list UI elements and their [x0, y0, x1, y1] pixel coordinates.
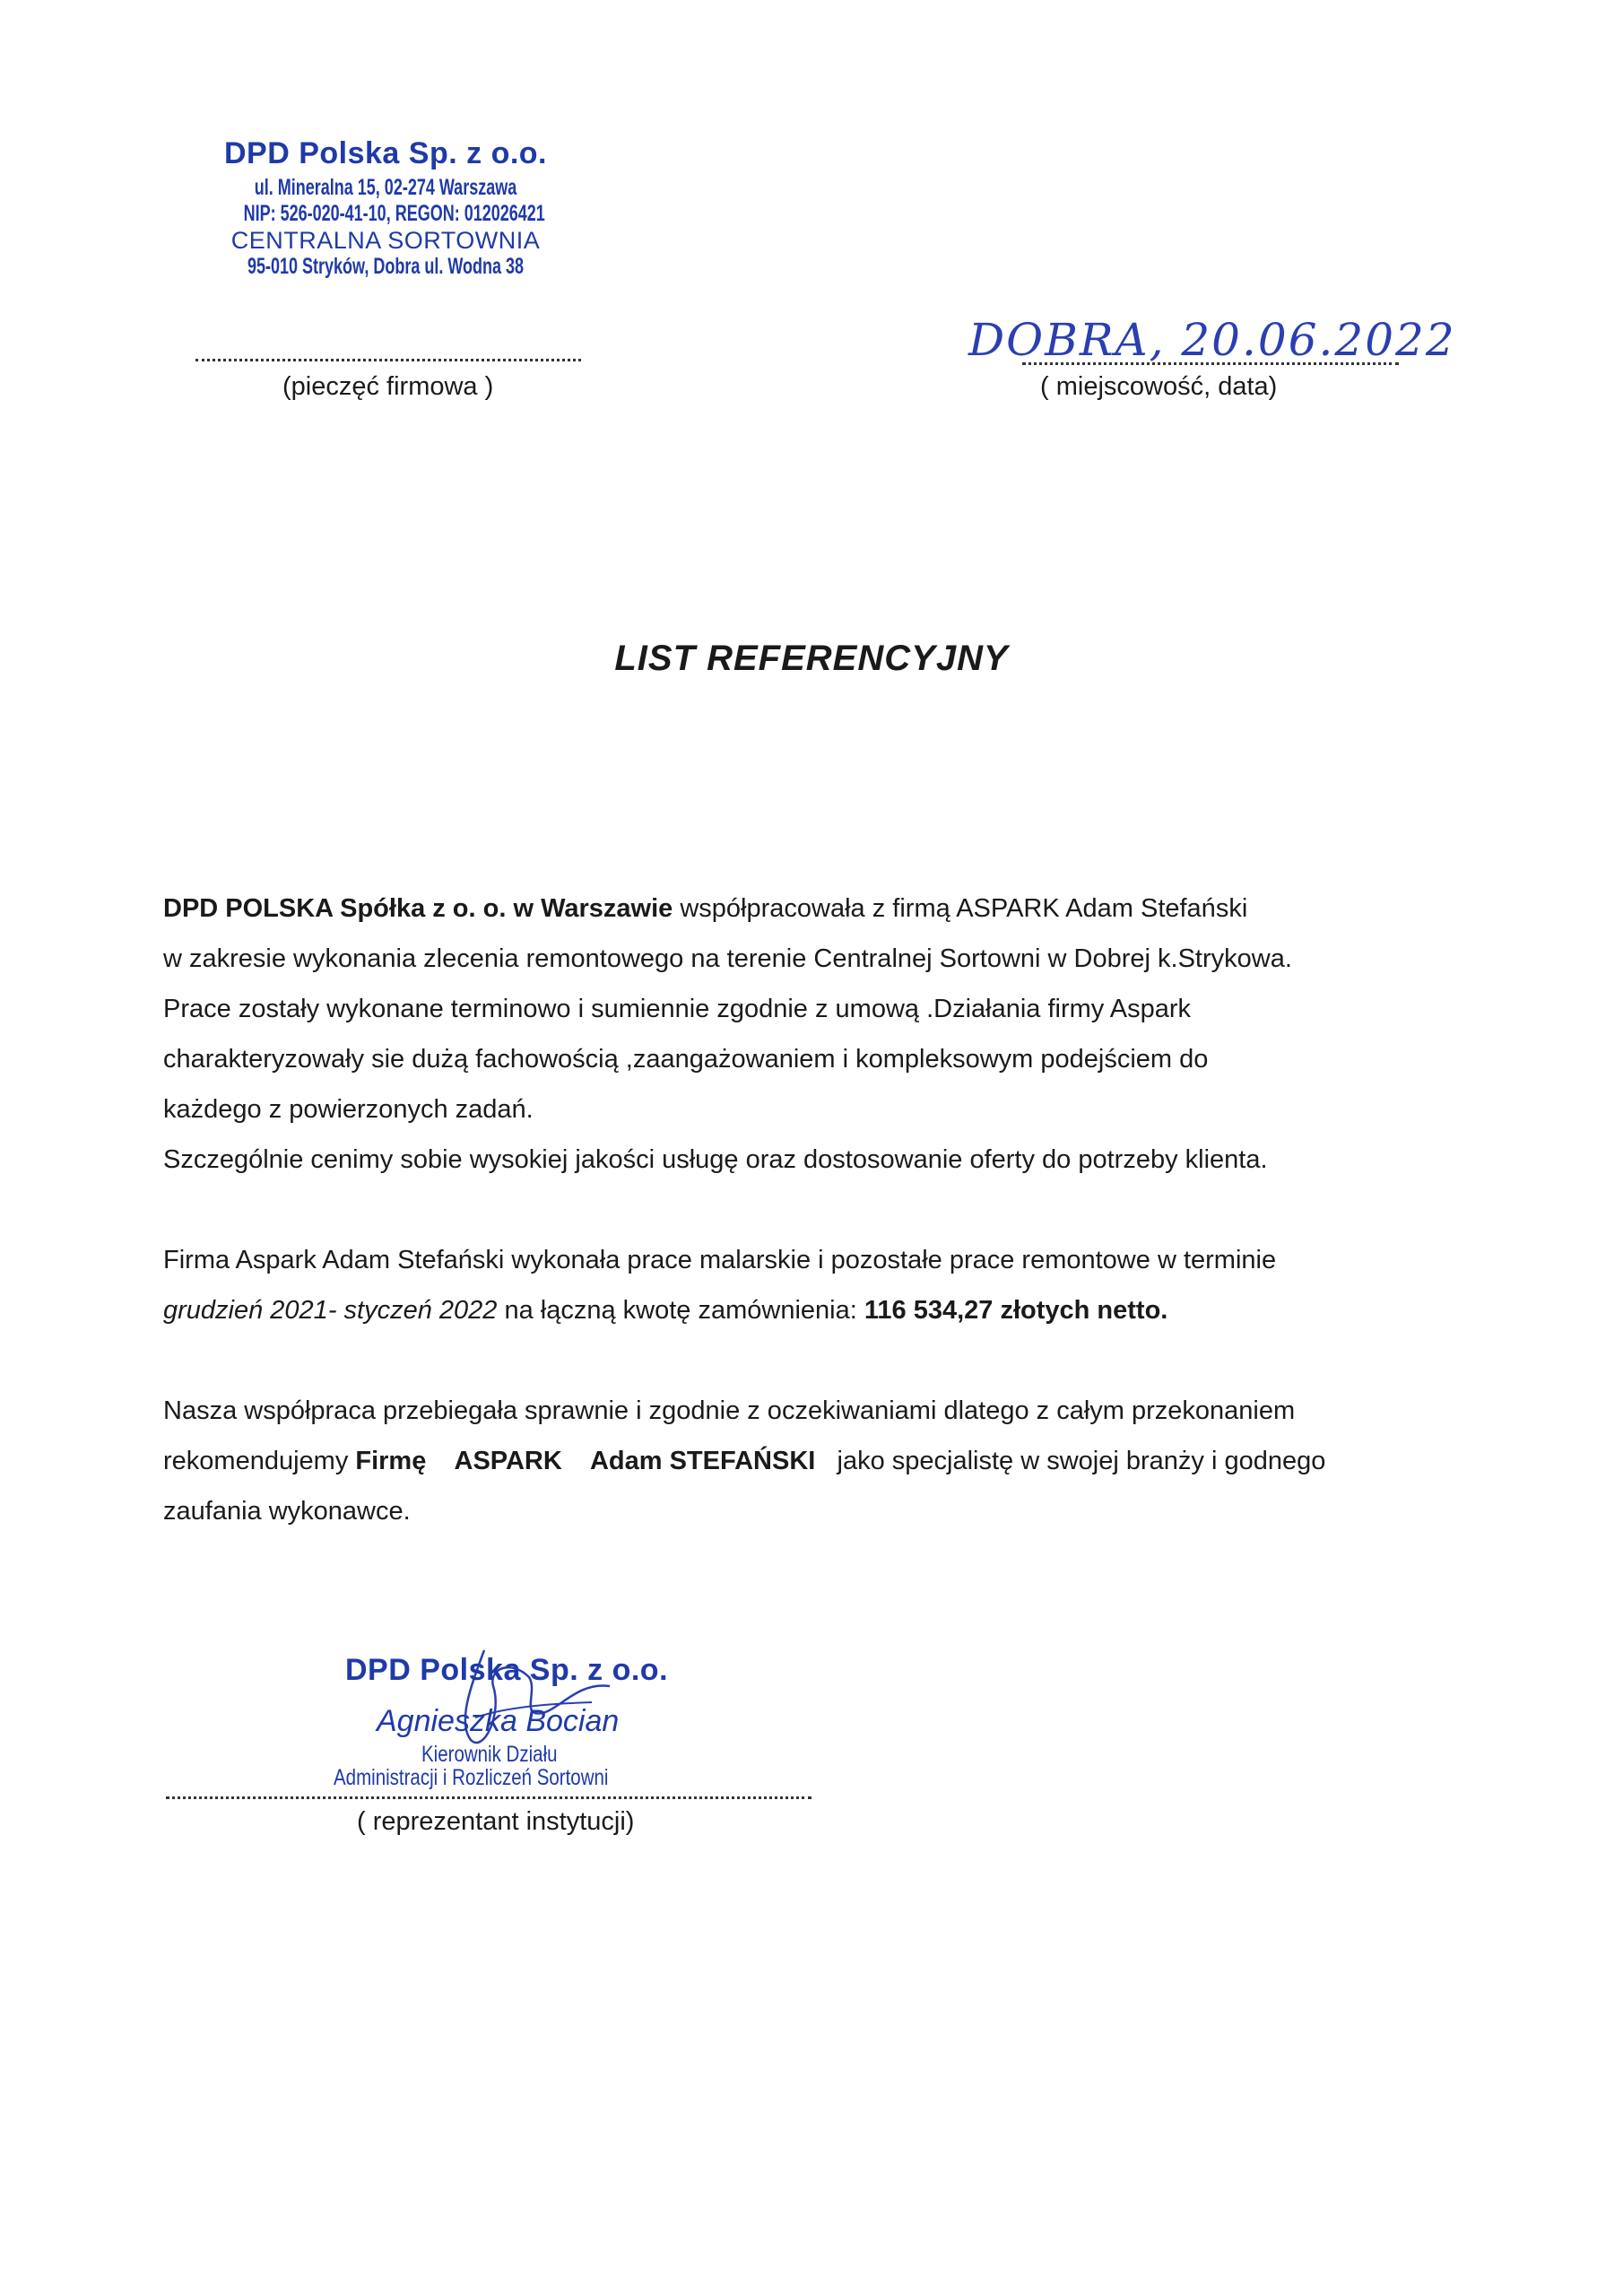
p3-line-2 [163, 1436, 1325, 1486]
p3-line-2-bold: Firmę ASPARK Adam STEFAŃSKI [355, 1447, 816, 1475]
stamp-caption: (pieczęć firmowa ) [282, 372, 494, 401]
stamp-department: CENTRALNA SORTOWNIA [230, 227, 541, 254]
p2-amount: 116 534,27 złotych netto. [864, 1296, 1168, 1325]
place-date-dotted-line [1022, 362, 1399, 365]
stamp-dotted-line [195, 359, 581, 361]
p2-line-1: Firma Aspark Adam Stefański wykonała prace malarskie i pozostałe prace remontowe w terminie [163, 1246, 1277, 1274]
p3-line-2-pre: rekomendujemy [163, 1447, 356, 1475]
company-stamp [188, 136, 583, 280]
paragraph-2 [163, 1235, 1276, 1335]
p2-mid: na łączną kwotę zamównienia: [497, 1296, 864, 1325]
place-date-caption: ( miejscowość, data) [1040, 372, 1278, 401]
handwritten-place-date: DOBRA, 20.06.2022 [968, 314, 1456, 366]
p3-line-1: Nasza współpraca przebiegała sprawnie i zgodnie z oczekiwaniami dlatego z całym przekonaniem [163, 1396, 1296, 1425]
p1-line-1 [163, 883, 1292, 934]
p3-line-3: zaufania wykonawce. [163, 1497, 411, 1526]
signatory-department: Administracji i Rozliczeń Sortowni [334, 1765, 609, 1790]
p1-line-4: charakteryzowały sie dużą fachowością ,zaangażowaniem i kompleksowym podejściem do [163, 1045, 1209, 1074]
stamp-company-name: DPD Polska Sp. z o.o. [223, 136, 547, 170]
paragraph-1 [163, 883, 1292, 1185]
p1-line-5: każdego z powierzonych zadań. [163, 1095, 534, 1124]
p1-line-2: w zakresie wykonania zlecenia remontowego na terenie Centralnej Sortowni w Dobrej k.Strykowa. [163, 944, 1292, 973]
signatory-name: Agnieszka Bocian [377, 1704, 620, 1738]
paragraph-3 [163, 1386, 1325, 1536]
stamp-address: ul. Mineralna 15, 02-274 Warszawa [254, 175, 517, 200]
p2-period: grudzień 2021- styczeń 2022 [163, 1296, 498, 1325]
p1-line-3: Prace zostały wykonane terminowo i sumiennie zgodnie z umową .Działania firmy Aspark [163, 995, 1192, 1023]
signature-caption: ( reprezentant instytucji) [357, 1807, 635, 1836]
signature-company: DPD Polska Sp. z o.o. [345, 1653, 669, 1687]
document-title: LIST REFERENCYJNY [614, 639, 1009, 678]
p1-line-1-rest: współpracowała z firmą ASPARK Adam Stefański [673, 894, 1248, 923]
stamp-location: 95-010 Stryków, Dobra ul. Wodna 38 [247, 254, 525, 279]
p2-line-2 [163, 1285, 1276, 1335]
stamp-tax-ids: NIP: 526-020-41-10, REGON: 012026421 [243, 201, 545, 226]
p3-line-2-post: jako specjalistę w swojej branży i godnego [815, 1447, 1326, 1475]
p1-line-6: Szczególnie cenimy sobie wysokiej jakości usługę oraz dostosowanie oferty do potrzeby klienta. [163, 1145, 1268, 1174]
p1-bold-lead: DPD POLSKA Spółka z o. o. w Warszawie [163, 894, 673, 923]
signature-dotted-line [166, 1796, 812, 1799]
signatory-role: Kierownik Działu [421, 1742, 558, 1767]
